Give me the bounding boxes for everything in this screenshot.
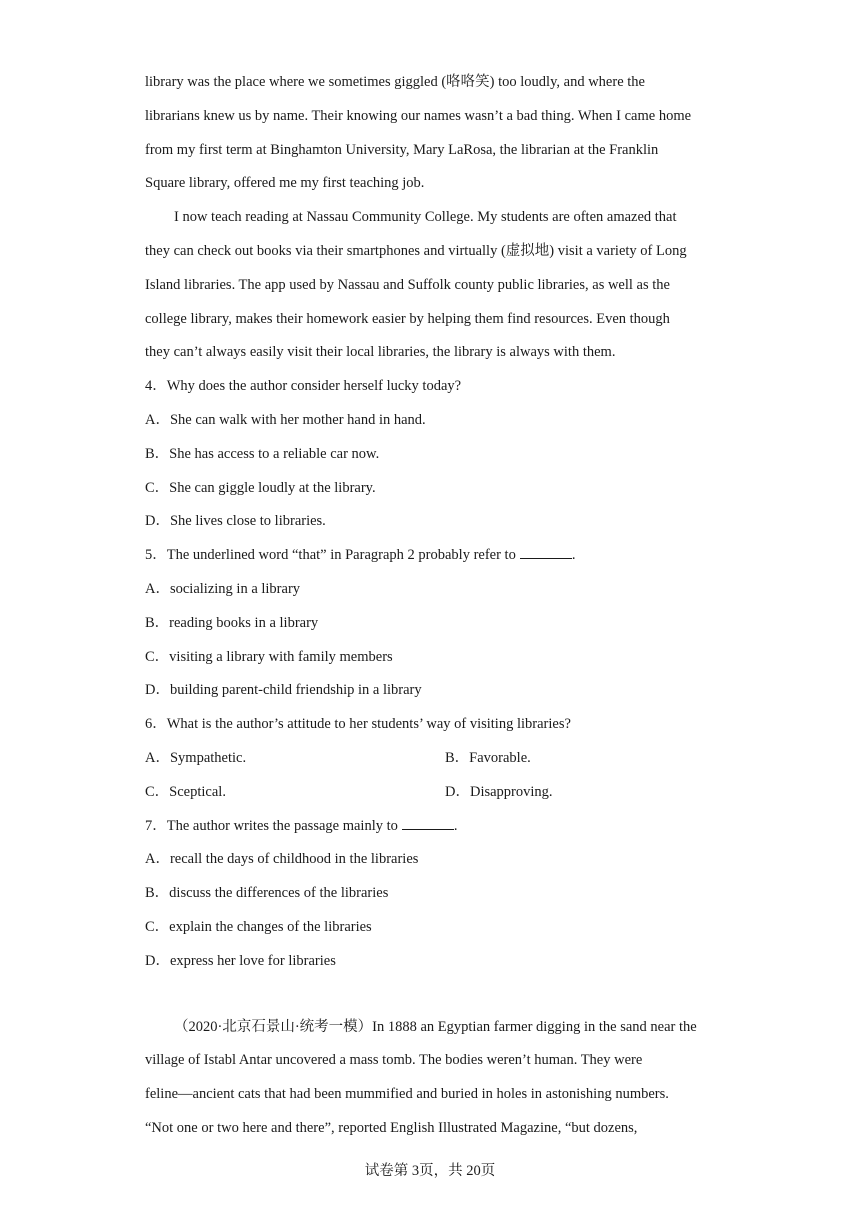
question-6	[145, 708, 720, 809]
question-stem: 6．What is the author’s attitude to her students’ way of visiting libraries?	[145, 716, 571, 733]
question-stem-end: .	[571, 547, 576, 564]
option-b: B．Favorable.	[445, 749, 531, 766]
passage-line: library was the place where we sometimes giggled (咯咯笑) too loudly, and where the	[145, 74, 645, 90]
passage-line: they can’t always easily visit their local libraries, the library is always with them.	[145, 344, 616, 361]
passage-line: they can check out books via their smartphones and virtually (虚拟地) visit a variety of Long	[145, 242, 687, 259]
question-stem: 4．Why does the author consider herself lucky today?	[145, 378, 462, 395]
option-b: B．She has access to a reliable car now.	[145, 445, 380, 462]
passage-line: feline—ancient cats that had been mummified and buried in holes in astonishing numbers.	[145, 1086, 669, 1103]
option-a: A．Sympathetic.	[145, 749, 247, 766]
section-gap	[145, 979, 720, 1011]
question-stem-end: .	[453, 817, 458, 834]
passage-line: “Not one or two here and there”, reported English Illustrated Magazine, “but dozens,	[145, 1119, 638, 1136]
page-footer: 试卷第 3页，共 20页	[364, 1163, 496, 1179]
question-stem-text: 7．The author writes the passage mainly to	[145, 817, 398, 834]
passage-line: Square library, offered me my first teaching job.	[145, 175, 425, 192]
passage-line: I now teach reading at Nassau Community College. My students are often amazed that	[174, 209, 677, 226]
option-c: C．She can giggle loudly at the library.	[145, 479, 376, 496]
question-stem-text: 5．The underlined word “that” in Paragraph 2 probably refer to	[145, 547, 516, 564]
answer-blank	[520, 544, 572, 559]
option-d: D．She lives close to libraries.	[145, 513, 326, 530]
option-d: D．Disapproving.	[445, 783, 553, 800]
option-c: C．explain the changes of the libraries	[145, 918, 372, 935]
option-c: C．Sceptical.	[145, 783, 226, 800]
passage-next	[145, 1011, 720, 1146]
option-d: D．building parent-child friendship in a library	[145, 682, 422, 699]
page-content	[145, 66, 720, 1146]
option-d: D．express her love for libraries	[145, 952, 336, 969]
answer-blank	[402, 815, 454, 830]
question-stem	[145, 539, 720, 573]
passage-line: librarians knew us by name. Their knowing our names wasn’t a bad thing. When I came home	[145, 107, 692, 124]
option-a: A．socializing in a library	[145, 580, 301, 597]
option-c: C．visiting a library with family members	[145, 648, 393, 665]
passage-line: from my first term at Binghamton University, Mary LaRosa, the librarian at the Franklin	[145, 141, 659, 158]
question-5	[145, 539, 720, 708]
option-b: B．discuss the differences of the libraries	[145, 885, 389, 902]
passage-line: village of Istabl Antar uncovered a mass tomb. The bodies weren’t human. They were	[145, 1052, 643, 1069]
question-stem	[145, 810, 720, 844]
option-row	[145, 776, 720, 810]
option-a: A．She can walk with her mother hand in hand.	[145, 411, 426, 428]
passage-top	[145, 66, 720, 370]
question-4	[145, 370, 720, 539]
option-b: B．reading books in a library	[145, 614, 319, 631]
option-a: A．recall the days of childhood in the libraries	[145, 851, 419, 868]
question-7	[145, 810, 720, 979]
passage-line: Island libraries. The app used by Nassau and Suffolk county public libraries, as well as the	[145, 276, 670, 293]
passage-line: （2020·北京石景山·统考一模）In 1888 an Egyptian farmer digging in the sand near the	[174, 1018, 697, 1035]
passage-line: college library, makes their homework easier by helping them find resources. Even though	[145, 310, 670, 327]
option-row	[145, 742, 720, 776]
